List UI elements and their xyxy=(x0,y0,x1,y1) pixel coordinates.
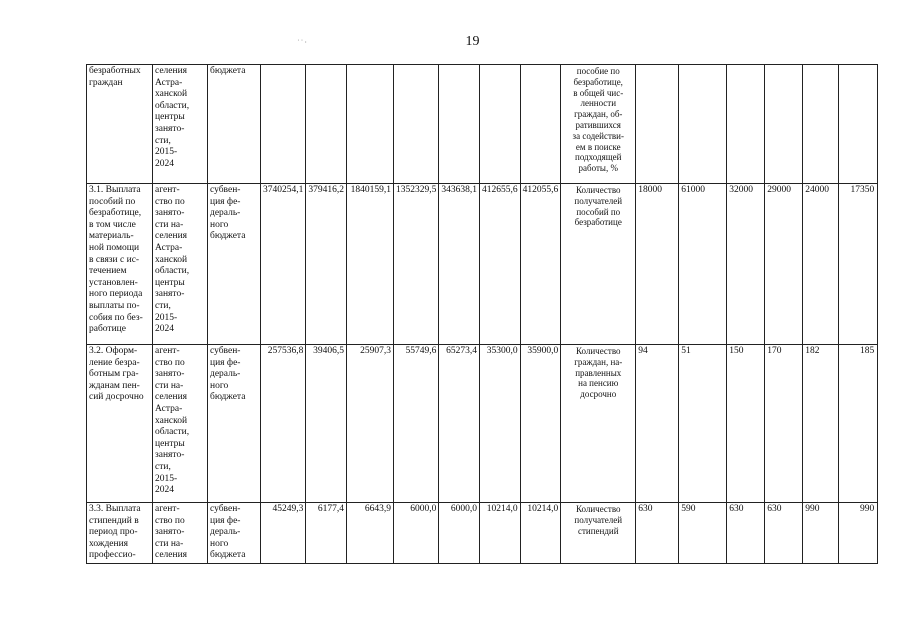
indicator-value-4 xyxy=(765,65,803,184)
funding-year-1: 39406,5 xyxy=(306,345,347,503)
indicator-value-3: 150 xyxy=(727,345,765,503)
indicator-value-6: 185 xyxy=(839,345,878,503)
indicator-value-5 xyxy=(803,65,839,184)
funding-year-3 xyxy=(394,65,439,184)
indicator-value-3 xyxy=(727,65,765,184)
funding-year-2 xyxy=(347,65,394,184)
measure-name: 3.3. Выплата стипендий в период про- хождения профессио- xyxy=(87,503,153,564)
indicator-name: Количество граждан, на- правленных на пенсию досрочно xyxy=(561,345,636,503)
funding-year-5: 35300,0 xyxy=(480,345,521,503)
table-row xyxy=(87,345,878,503)
funding-year-3: 1352329,5 xyxy=(394,184,439,345)
measure-name: безработных граждан xyxy=(87,65,153,184)
scan-mark: ˙˙· xyxy=(297,38,308,47)
funding-source: бюджета xyxy=(208,65,261,184)
funding-total: 3740254,1 xyxy=(261,184,306,345)
indicator-name: Количество получателей пособий по безработице xyxy=(561,184,636,345)
indicator-value-1: 18000 xyxy=(636,184,679,345)
indicator-value-1 xyxy=(636,65,679,184)
table-row xyxy=(87,65,878,184)
funding-source: субвен- ция фе- дераль- ного бюджета xyxy=(208,503,261,564)
funding-year-4: 6000,0 xyxy=(439,503,480,564)
executor-cell: агент- ство по занято- сти на- селения xyxy=(153,503,208,564)
indicator-value-2: 51 xyxy=(679,345,727,503)
executor-cell: агент- ство по занято- сти на- селения Астра- ханской области, центры занято- сти, 2015- 2024 xyxy=(153,345,208,503)
indicator-value-6 xyxy=(839,65,878,184)
indicator-value-2: 590 xyxy=(679,503,727,564)
funding-source: субвен- ция фе- дераль- ного бюджета xyxy=(208,345,261,503)
indicator-name: Количество получателей стипендий xyxy=(561,503,636,564)
executor-cell: агент- ство по занято- сти на- селения Астра- ханской области, центры занято- сти, 2015- 2024 xyxy=(153,184,208,345)
funding-year-4: 65273,4 xyxy=(439,345,480,503)
indicator-value-5: 24000 xyxy=(803,184,839,345)
funding-year-2: 25907,3 xyxy=(347,345,394,503)
funding-total: 45249,3 xyxy=(261,503,306,564)
funding-total: 257536,8 xyxy=(261,345,306,503)
funding-year-2: 6643,9 xyxy=(347,503,394,564)
funding-year-1 xyxy=(306,65,347,184)
indicator-value-5: 990 xyxy=(803,503,839,564)
executor-cell: селения Астра- ханской области, центры занято- сти, 2015- 2024 xyxy=(153,65,208,184)
funding-year-3: 6000,0 xyxy=(394,503,439,564)
funding-year-2: 1840159,1 xyxy=(347,184,394,345)
indicator-value-1: 630 xyxy=(636,503,679,564)
indicator-value-6: 990 xyxy=(839,503,878,564)
indicator-value-2: 61000 xyxy=(679,184,727,345)
funding-year-4 xyxy=(439,65,480,184)
indicator-value-2 xyxy=(679,65,727,184)
indicator-value-4: 170 xyxy=(765,345,803,503)
funding-year-4: 343638,1 xyxy=(439,184,480,345)
page-number: 19 xyxy=(465,34,480,49)
measure-name: 3.2. Оформ- ление безра- ботным гра- жданам пен- сий досрочно xyxy=(87,345,153,503)
funding-year-6: 35900,0 xyxy=(520,345,561,503)
indicator-value-4: 29000 xyxy=(765,184,803,345)
indicator-value-6: 17350 xyxy=(839,184,878,345)
measure-name: 3.1. Выплата пособий по безработице, в том числе материаль- ной помощи в связи с ис- течением установлен- ного периода выплаты по- собия по без- работице xyxy=(87,184,153,345)
indicator-value-5: 182 xyxy=(803,345,839,503)
funding-year-6: 412055,6 xyxy=(520,184,561,345)
funding-year-6 xyxy=(520,65,561,184)
funding-year-5 xyxy=(480,65,521,184)
indicator-value-4: 630 xyxy=(765,503,803,564)
indicator-value-3: 630 xyxy=(727,503,765,564)
funding-year-5: 10214,0 xyxy=(480,503,521,564)
funding-total xyxy=(261,65,306,184)
indicator-value-3: 32000 xyxy=(727,184,765,345)
funding-year-6: 10214,0 xyxy=(520,503,561,564)
indicator-value-1: 94 xyxy=(636,345,679,503)
program-table xyxy=(86,64,878,564)
funding-year-1: 379416,2 xyxy=(306,184,347,345)
funding-year-1: 6177,4 xyxy=(306,503,347,564)
funding-source: субвен- ция фе- дераль- ного бюджета xyxy=(208,184,261,345)
funding-year-5: 412655,6 xyxy=(480,184,521,345)
funding-year-3: 55749,6 xyxy=(394,345,439,503)
table-row xyxy=(87,184,878,345)
table-row xyxy=(87,503,878,564)
indicator-name: пособие по безработице, в общей чис- ленности граждан, об- ратившихся за содействи- ем в поиске подходящей работы, % xyxy=(561,65,636,184)
